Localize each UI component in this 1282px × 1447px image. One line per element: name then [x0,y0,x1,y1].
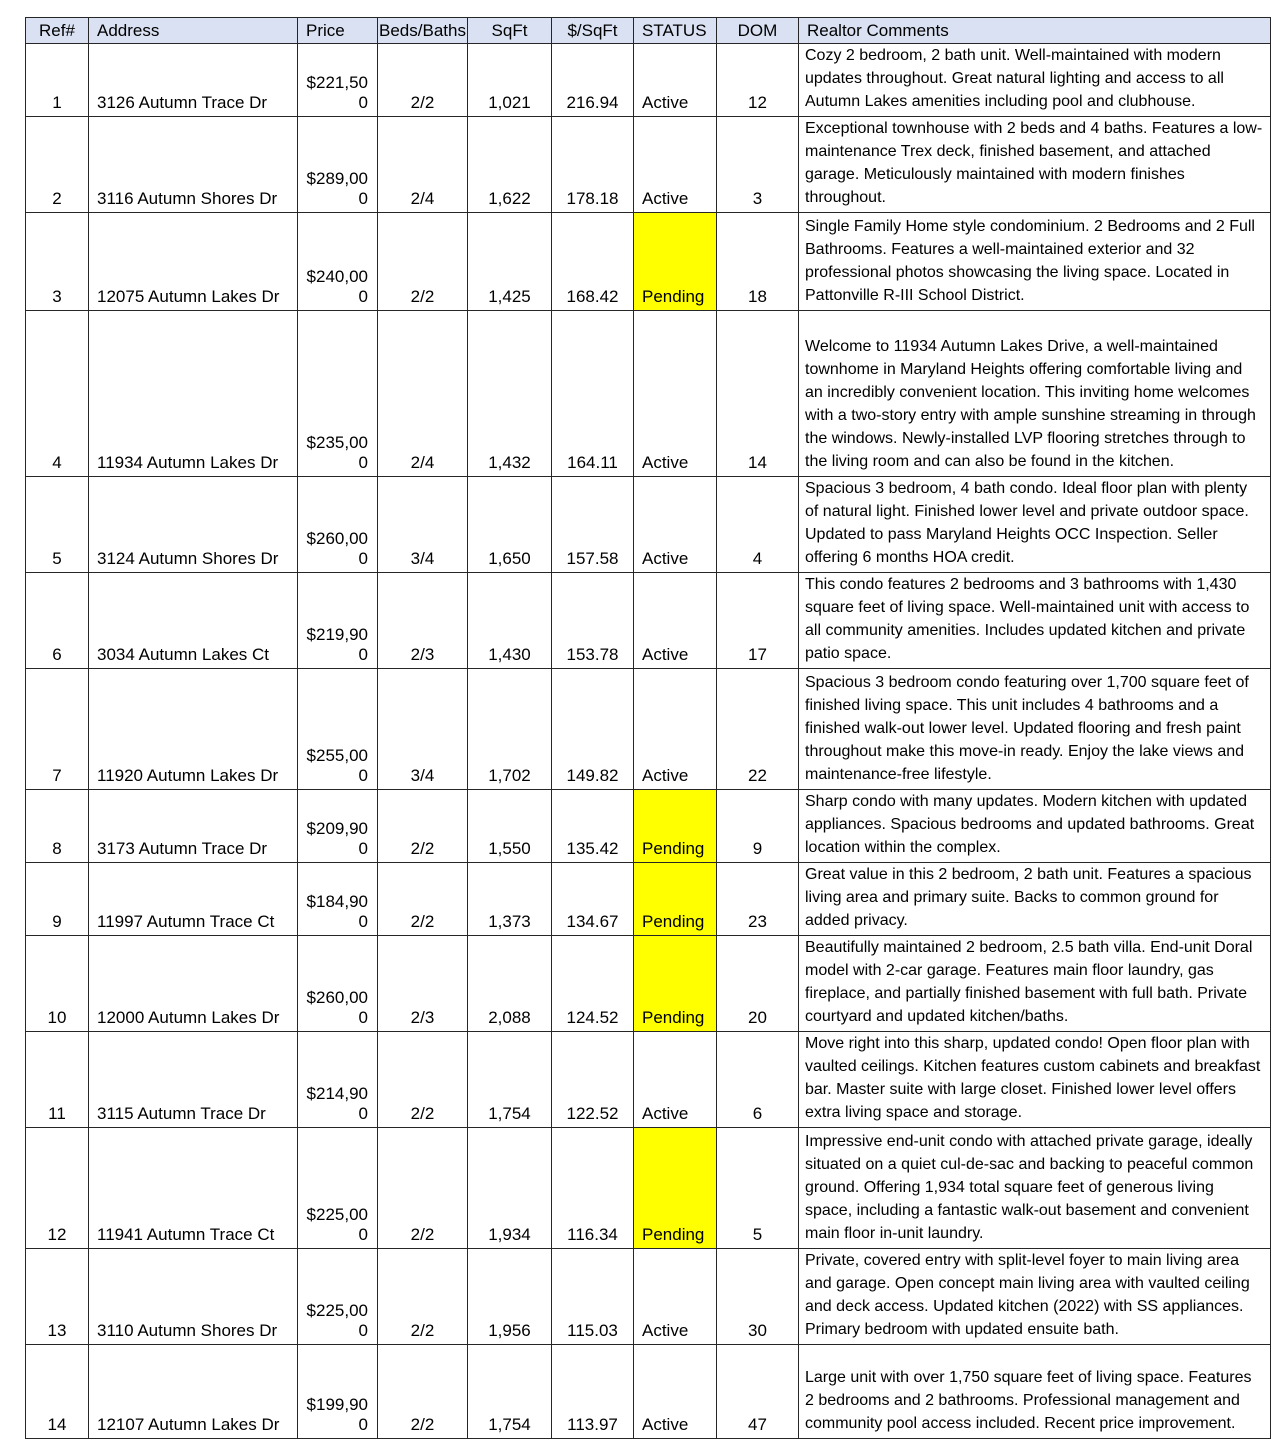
listing-row [26,1249,1271,1345]
cell-address[interactable]: 11941 Autumn Trace Ct [89,1128,298,1249]
column-header-sqft[interactable]: SqFt [468,18,552,44]
cell-price[interactable]: $209,900 [298,790,378,863]
cell-price[interactable]: $240,000 [298,213,378,311]
cell-ref[interactable]: 12 [26,1128,89,1249]
cell-status-pending-highlight[interactable]: Pending [634,790,717,863]
cell-dom[interactable]: 20 [717,936,799,1032]
column-header-address[interactable]: Address [89,18,298,44]
cell-status[interactable]: Active [634,311,717,477]
column-header-price[interactable]: Price [298,18,378,44]
listing-row [26,117,1271,213]
column-header-status[interactable]: STATUS [634,18,717,44]
cell-price_sqft[interactable]: 164.11 [552,311,634,477]
cell-price[interactable]: $225,000 [298,1128,378,1249]
cell-price[interactable]: $184,900 [298,863,378,936]
cell-comments[interactable]: Impressive end-unit condo with attached private garage, ideally situated on a quiet cul-de-sac and backing to peaceful common ground. Offering 1,934 total square feet of generous living space, including a fantastic walk-out basement and convenient main floor in-unit laundry. [799,1128,1271,1249]
cell-price_sqft[interactable]: 113.97 [552,1345,634,1439]
cell-price[interactable]: $214,900 [298,1032,378,1128]
cell-address[interactable]: 3116 Autumn Shores Dr [89,117,298,213]
cell-sqft[interactable]: 1,432 [468,311,552,477]
cell-ref[interactable]: 8 [26,790,89,863]
cell-address[interactable]: 12075 Autumn Lakes Dr [89,213,298,311]
cell-price[interactable]: $260,000 [298,936,378,1032]
cell-beds_baths[interactable]: 2/3 [378,936,468,1032]
listing-row [26,573,1271,669]
cell-ref[interactable]: 9 [26,863,89,936]
cell-price_sqft[interactable]: 135.42 [552,790,634,863]
cell-price[interactable]: $225,000 [298,1249,378,1345]
cell-dom[interactable]: 47 [717,1345,799,1439]
cell-address[interactable]: 11934 Autumn Lakes Dr [89,311,298,477]
cell-price_sqft[interactable]: 134.67 [552,863,634,936]
cell-beds_baths[interactable]: 2/4 [378,311,468,477]
cell-dom[interactable]: 23 [717,863,799,936]
cell-beds_baths[interactable]: 2/2 [378,790,468,863]
cell-comments[interactable]: Cozy 2 bedroom, 2 bath unit. Well-maintained with modern updates throughout. Great natural lighting and access to all Autumn Lakes amenities including pool and clubhouse. [799,44,1271,117]
header-row [26,18,1271,44]
cell-dom[interactable]: 18 [717,213,799,311]
cell-status-pending-highlight[interactable]: Pending [634,213,717,311]
cell-address[interactable]: 3126 Autumn Trace Dr [89,44,298,117]
cell-comments[interactable]: Single Family Home style condominium. 2 Bedrooms and 2 Full Bathrooms. Features a well-maintained exterior and 32 professional photos showcasing the living space. Located in Pattonville R-III School District. [799,213,1271,311]
cell-comments[interactable]: Great value in this 2 bedroom, 2 bath unit. Features a spacious living area and primary suite. Backs to common ground for added privacy. [799,863,1271,936]
cell-price_sqft[interactable]: 216.94 [552,44,634,117]
cell-sqft[interactable]: 1,373 [468,863,552,936]
listing-row [26,1345,1271,1439]
cell-sqft[interactable]: 2,088 [468,936,552,1032]
cell-status[interactable]: Active [634,477,717,573]
cell-beds_baths[interactable]: 2/2 [378,44,468,117]
cell-price[interactable]: $260,000 [298,477,378,573]
cell-status-pending-highlight[interactable]: Pending [634,1128,717,1249]
cell-sqft[interactable]: 1,650 [468,477,552,573]
cell-ref[interactable]: 1 [26,44,89,117]
column-header-price_sqft[interactable]: $/SqFt [552,18,634,44]
cell-ref[interactable]: 5 [26,477,89,573]
cell-ref[interactable]: 2 [26,117,89,213]
cell-address[interactable]: 3034 Autumn Lakes Ct [89,573,298,669]
cell-status[interactable]: Active [634,117,717,213]
cell-beds_baths[interactable]: 2/2 [378,863,468,936]
cell-dom[interactable]: 30 [717,1249,799,1345]
cell-price[interactable]: $199,900 [298,1345,378,1439]
cell-dom[interactable]: 9 [717,790,799,863]
listings-table [25,17,1271,1439]
cell-comments[interactable]: Spacious 3 bedroom condo featuring over 1,700 square feet of finished living space. This unit includes 4 bathrooms and a finished walk-out lower level. Updated flooring and fresh paint throughout make this move-in ready. Enjoy the lake views and maintenance-free lifestyle. [799,669,1271,790]
cell-comments[interactable]: Large unit with over 1,750 square feet of living space. Features 2 bedrooms and 2 bathrooms. Professional management and community pool access included. Recent price improvement. [799,1345,1271,1439]
cell-ref[interactable]: 7 [26,669,89,790]
column-header-ref[interactable]: Ref# [26,18,89,44]
cell-beds_baths[interactable]: 2/2 [378,1345,468,1439]
cell-comments[interactable]: Spacious 3 bedroom, 4 bath condo. Ideal floor plan with plenty of natural light. Finished lower level and private outdoor space. Updated to pass Maryland Heights OCC Inspection. Seller offering 6 months HOA credit. [799,477,1271,573]
cell-comments[interactable]: Exceptional townhouse with 2 beds and 4 baths. Features a low-maintenance Trex deck, finished basement, and attached garage. Meticulously maintained with modern finishes throughout. [799,117,1271,213]
cell-dom[interactable]: 3 [717,117,799,213]
listing-row [26,936,1271,1032]
cell-beds_baths[interactable]: 3/4 [378,477,468,573]
cell-address[interactable]: 3115 Autumn Trace Dr [89,1032,298,1128]
cell-ref[interactable]: 6 [26,573,89,669]
cell-sqft[interactable]: 1,425 [468,213,552,311]
cell-price_sqft[interactable]: 168.42 [552,213,634,311]
cell-address[interactable]: 11920 Autumn Lakes Dr [89,669,298,790]
cell-beds_baths[interactable]: 3/4 [378,669,468,790]
cell-status[interactable]: Active [634,1345,717,1439]
cell-sqft[interactable]: 1,754 [468,1032,552,1128]
column-header-beds_baths[interactable]: Beds/Baths [378,18,468,44]
cell-dom[interactable]: 14 [717,311,799,477]
cell-dom[interactable]: 6 [717,1032,799,1128]
cell-status[interactable]: Active [634,669,717,790]
cell-sqft[interactable]: 1,956 [468,1249,552,1345]
cell-price_sqft[interactable]: 116.34 [552,1128,634,1249]
cell-price_sqft[interactable]: 153.78 [552,573,634,669]
listing-row [26,790,1271,863]
cell-price_sqft[interactable]: 124.52 [552,936,634,1032]
column-header-dom[interactable]: DOM [717,18,799,44]
listing-row [26,1128,1271,1249]
cell-status-pending-highlight[interactable]: Pending [634,863,717,936]
cell-ref[interactable]: 14 [26,1345,89,1439]
cell-status[interactable]: Active [634,573,717,669]
cell-status-pending-highlight[interactable]: Pending [634,936,717,1032]
cell-address[interactable]: 3110 Autumn Shores Dr [89,1249,298,1345]
cell-price_sqft[interactable]: 149.82 [552,669,634,790]
cell-price[interactable]: $221,500 [298,44,378,117]
cell-beds_baths[interactable]: 2/2 [378,213,468,311]
cell-dom[interactable]: 17 [717,573,799,669]
cell-ref[interactable]: 11 [26,1032,89,1128]
cell-beds_baths[interactable]: 2/4 [378,117,468,213]
cell-beds_baths[interactable]: 2/2 [378,1249,468,1345]
cell-status[interactable]: Active [634,44,717,117]
cell-price_sqft[interactable]: 178.18 [552,117,634,213]
cell-sqft[interactable]: 1,934 [468,1128,552,1249]
cell-beds_baths[interactable]: 2/3 [378,573,468,669]
cell-address[interactable]: 3124 Autumn Shores Dr [89,477,298,573]
cell-comments[interactable]: Welcome to 11934 Autumn Lakes Drive, a well-maintained townhome in Maryland Heights offering comfortable living and an incredibly convenient location. This inviting home welcomes with a two-story entry with ample sunshine streaming in through the windows. Newly-installed LVP flooring stretches through to the living room and can also be found in the kitchen. [799,311,1271,477]
cell-price_sqft[interactable]: 157.58 [552,477,634,573]
cell-dom[interactable]: 5 [717,1128,799,1249]
cell-dom[interactable]: 12 [717,44,799,117]
listing-row [26,44,1271,117]
cell-beds_baths[interactable]: 2/2 [378,1032,468,1128]
cell-comments[interactable]: Move right into this sharp, updated condo! Open floor plan with vaulted ceilings. Kitchen features custom cabinets and breakfast bar. Master suite with large closet. Finished lower level offers extra living space and storage. [799,1032,1271,1128]
cell-address[interactable]: 12107 Autumn Lakes Dr [89,1345,298,1439]
cell-ref[interactable]: 13 [26,1249,89,1345]
cell-comments[interactable]: Sharp condo with many updates. Modern kitchen with updated appliances. Spacious bedrooms and updated bathrooms. Great location within the complex. [799,790,1271,863]
cell-price_sqft[interactable]: 115.03 [552,1249,634,1345]
listing-row [26,1032,1271,1128]
cell-comments[interactable]: Private, covered entry with split-level foyer to main living area and garage. Open concept main living area with vaulted ceiling and deck access. Updated kitchen (2022) with SS appliances. Primary bedroom with updated ensuite bath. [799,1249,1271,1345]
cell-ref[interactable]: 10 [26,936,89,1032]
column-header-comments[interactable]: Realtor Comments [799,18,1271,44]
cell-sqft[interactable]: 1,550 [468,790,552,863]
cell-price_sqft[interactable]: 122.52 [552,1032,634,1128]
cell-sqft[interactable]: 1,021 [468,44,552,117]
cell-ref[interactable]: 3 [26,213,89,311]
cell-sqft[interactable]: 1,702 [468,669,552,790]
listing-row [26,669,1271,790]
listing-rows [26,44,1271,1439]
cell-status[interactable]: Active [634,1249,717,1345]
cell-sqft[interactable]: 1,430 [468,573,552,669]
cell-dom[interactable]: 4 [717,477,799,573]
cell-sqft[interactable]: 1,754 [468,1345,552,1439]
cell-ref[interactable]: 4 [26,311,89,477]
cell-status[interactable]: Active [634,1032,717,1128]
cell-address[interactable]: 3173 Autumn Trace Dr [89,790,298,863]
listing-row [26,863,1271,936]
cell-comments[interactable]: This condo features 2 bedrooms and 3 bathrooms with 1,430 square feet of living space. Well-maintained unit with access to all community amenities. Includes updated kitchen and private patio space. [799,573,1271,669]
cell-comments[interactable]: Beautifully maintained 2 bedroom, 2.5 bath villa. End-unit Doral model with 2-car garage. Features main floor laundry, gas fireplace, and partially finished basement with full bath. Private courtyard and updated kitchen/baths. [799,936,1271,1032]
cell-price[interactable]: $235,000 [298,311,378,477]
cell-price[interactable]: $255,000 [298,669,378,790]
cell-address[interactable]: 11997 Autumn Trace Ct [89,863,298,936]
cell-price[interactable]: $219,900 [298,573,378,669]
listing-row [26,477,1271,573]
cell-sqft[interactable]: 1,622 [468,117,552,213]
cell-address[interactable]: 12000 Autumn Lakes Dr [89,936,298,1032]
cell-beds_baths[interactable]: 2/2 [378,1128,468,1249]
listing-row [26,213,1271,311]
listing-row [26,311,1271,477]
cell-price[interactable]: $289,000 [298,117,378,213]
cell-dom[interactable]: 22 [717,669,799,790]
